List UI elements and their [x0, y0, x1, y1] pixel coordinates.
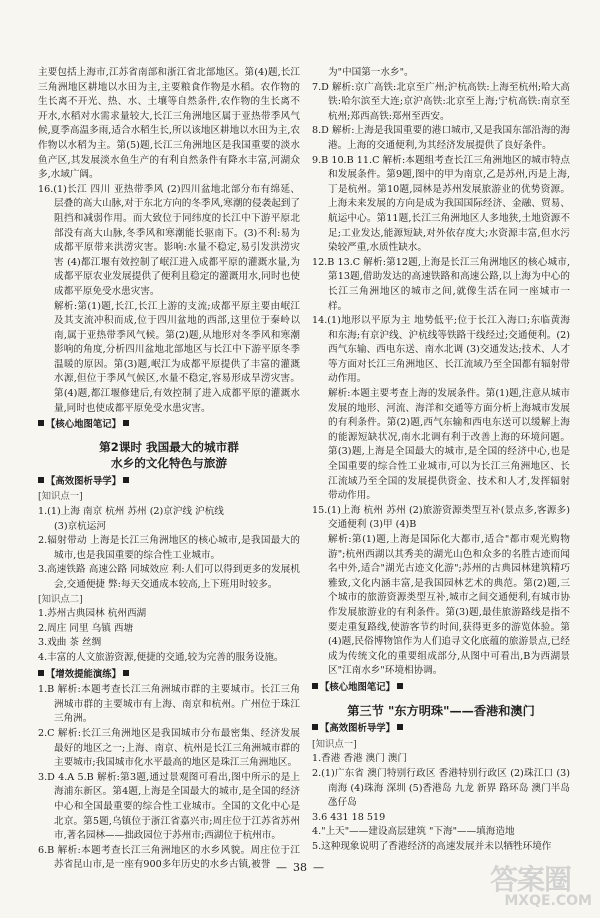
answer-2: 2.C 解析:长江三角洲地区是我国城市分布最密集、经济发展最好的地区之一;上海、南京、杭州是长江三角洲城市群的主要城市;我国城市化水平最高的地区是珠江三角洲地区。: [38, 727, 300, 769]
knowledge-point-1b: [知识点一]: [312, 738, 357, 750]
watermark-url: MXQE.COM: [504, 893, 592, 909]
answer-paragraph: 主要包括上海市,江苏省南部和浙江省北部地区。第(4)题,长江三角洲地区耕地以水田为主,主要粮食作物是水稻。农作物的生长离不开光、热、水、土壤等自然条件,农作物的生长离不开水,水稻对水需求量较大,长江三角洲地区属于亚热带季风气候,夏季高温多雨,适合水稻生长,所以该地区耕地以水田为主,农作物以水稻为主。第(5)题,长江三角洲地区是我国重要的淡水鱼产区,其发展淡水鱼生产的有利自然条件有降水丰富,河湖众多,水域广阔。: [38, 67, 300, 181]
analysis-15: 解析:第(1)题,上海是国际化大都市,适合"都市观光购物游";杭州西湖以其秀美的湖光山色和众多的名胜古迹而闻名中外,适合"湖光古迹文化游";苏州的古典园林建筑精巧雅致,文化内涵丰富,是我国园林艺术的典范。第(2)题,三个城市的旅游资源类型互补,城市之间交通便利,有城市协作发展旅游业的有利条件。第(3)题,最佳旅游路线是指不要走重复路线,使游客节约时间,获得更多的游览体验。第(4)题,民俗博物馆作为人们追寻文化底蕴的旅游景点,已经成为传统文化的重要组成部分,从图中可看出,B为西湖景区"江南水乡"环境相协调。: [328, 534, 570, 677]
knowledge-point-2: [知识点二]: [38, 593, 83, 605]
hk-item-3: 3.6 431 18 519: [312, 811, 386, 823]
analysis-q16: 解析:第(1)题,长江,长江上游的支流;成都平原主要由岷江及其支流冲积而成,位于四川盆地的西部,这里位于秦岭以南,属于亚热带季风气候。第(2)题,从地形对冬季风和寒潮影响的角度,分析四川盆地北部地区与长江中下游平原冬季温暖的原因。第(3)题,岷江为成都平原提供了丰富的灌溉水源,但位于季风气候区,水量不稳定,容易形成旱涝灾害。第(4)题,都江堰修建后,有效控制了进入成都平原的灌溉水量,同时也使成都平原免受水患灾害。: [54, 300, 300, 414]
guide-heading-2: 【高效图析导学】: [312, 722, 570, 737]
kp1-item-1b: (3)京杭运河: [54, 520, 106, 532]
kp1-item-2: 2.辐射带动 上海是长江三角洲地区的核心城市,是我国最大的城市,也是我国重要的综合性工业城市。: [38, 535, 300, 561]
watermark-text: 答案圈: [490, 863, 572, 896]
answer-9-11: 9.B 10.B 11.C 解析:本题组考查长江三角洲地区的城市特点和发展条件。第9题,图中的甲为南京,乙是苏州,丙是上海,丁是杭州。第10题,园林是苏州发展旅游业的优势资源。上海未来发展的方向是成为我国国际经济、金融、贸易、航运中心。第11题,长江三角洲地区人多地狭,土地资源不足;工业发达,能源短缺,对外依存度大;水资源丰富,但水污染较严重,水质性缺水。: [312, 154, 570, 254]
answer-1: 1.B 解析:本题考查长江三角洲城市群的主要城市。长江三角洲城市群的主要城市有上海、南京和杭州。广州位于珠江三角洲。: [38, 684, 300, 725]
answer-7: 7.D 解析:京广高铁:北京至广州;沪杭高铁:上海至杭州;哈大高铁:哈尔滨至大连;京沪高铁:北京至上海;宁杭高铁:南京至杭州;郑西高铁:郑州至西安。: [312, 81, 570, 122]
kp1-item-1: 1.(1)上海 南京 杭州 苏州 (2)京沪线 沪杭线: [38, 506, 224, 518]
knowledge-point-1: [知识点一]: [38, 491, 83, 503]
answer-6-cont: 为"中国第一水乡"。: [328, 67, 414, 78]
answer-q16: 16.(1)长江 四川 亚热带季风 (2)四川盆地北部分布有绵延、层叠的高大山脉,对于东北方向的冬季风,寒潮的侵袭起到了阻挡和减弱作用。而大致位于同纬度的长江中下游平原北部没有高大山脉,冬季风和寒潮能长驱南下。(3)不利:易为成都平原带来洪涝灾害。影响:水量不稳定,易引发洪涝灾害 (4)都江堰有效控制了岷江进入成都平原的灌溉水量,为成都平原农业发展提供了便利且稳定的灌溉用水,同时也使成都平原免受水患灾害。: [38, 183, 300, 297]
analysis-14: 解析:本题主要考查上海的发展条件。第(1)题,注意从城市发展的地形、河流、海洋和交通等方面分析上海城市发展的有利条件。第(2)题,西气东输和西电东送可以缓解上海的能源短缺状况,南水北调有利于改善上海的环境问题。第(3)题,上海是全国最大的城市,是全国的经济中心,也是全国重要的综合性工业城市,可以为长江三角洲地区、长江流域乃至全国的发展提供资金、技术和人才,发挥辐射带动作用。: [328, 388, 570, 502]
answer-8: 8.D 解析:上海是我国重要的港口城市,又是我国东部沿海的海港。上海的交通便利,为其经济发展提供了良好条件。: [312, 125, 570, 151]
hk-item-1: 1.香港 香港 澳门 澳门: [312, 753, 408, 765]
answer-3: 3.D 4.A 5.B 解析:第3题,通过景观图可看出,图中所示的是上海浦东新区。第4题,上海是全国最大的城市,是全国的经济中心和全国最重要的综合性工业城市。全国的文化中心是北京。第5题,乌镇位于浙江省嘉兴市;周庄位于江苏省苏州市,著名园林——拙政园位于苏州市;西湖位于杭州市。: [38, 771, 300, 842]
answer-6: 6.B 解析:本题考查长江三角洲地区的水乡风貌。周庄位于江苏省昆山市,是一座有900多年历史的水乡古镇,被誉: [38, 844, 300, 871]
hk-item-2: 2.(1)广东省 澳门特别行政区 香港特别行政区 (2)珠江口 (3)南海 (4)珠海 深圳 (5)香港岛 九龙 新界 路环岛 澳门半岛 氹仔岛: [312, 767, 570, 809]
practice-heading: 【增效提能演练】: [38, 668, 300, 683]
section-title: 第三节 "东方明珠"——香港和澳门: [347, 703, 535, 718]
left-column: [38, 66, 300, 873]
answer-12-13: 12.B 13.C 解析:第12题,上海是长江三角洲地区的核心城市,第13题,借助发达的高速铁路和高速公路,以上海为中心的长江三角洲地区的城市之间,就像生活在同一座城市一样。: [312, 256, 570, 312]
lesson-title-line1: 第2课时 我国最大的城市群: [99, 439, 239, 454]
core-map-notes-heading-2: 【核心地图笔记】: [312, 681, 570, 696]
page-number: — 38 —: [0, 861, 600, 874]
kp1-item-3: 3.高速铁路 高速公路 同城效应 利:人们可以得到更多的发展机会,交通便捷 弊:每天交通成本较高,上下班用时较多。: [38, 564, 300, 590]
hk-item-4: 4."上天"——建设高层建筑 "下海"——填海造地: [312, 826, 515, 838]
answer-14: 14.(1)地形以平原为主 地势低平;位于长江入海口;东临黄海和东海;有京沪线、沪杭线等铁路干线经过;交通便利。(2)西气东输、西电东送、南水北调 (3)交通发达;技术、人才等方面对长江三角洲地区、长江流域乃至全国都有辐射带动作用。: [312, 315, 570, 385]
kp2-item-4: 4.丰富的人文旅游资源,便捷的交通,较为完善的服务设施。: [38, 651, 284, 663]
watermark-logo: [490, 863, 598, 914]
kp2-item-1: 1.苏州古典园林 杭州西湖: [38, 608, 147, 620]
answer-15: 15.(1)上海 杭州 苏州 (2)旅游资源类型互补(景点多,客源多) 交通便利 (3)甲 (4)B: [312, 504, 570, 531]
lesson-title: [38, 439, 300, 471]
lesson-title-line2: 水乡的文化特色与旅游: [111, 455, 227, 470]
kp2-item-3: 3.戏曲 茶 丝绸: [38, 637, 102, 649]
hk-item-5: 5.这种现象说明了香港经济的高速发展并未以牺牲环境作: [312, 840, 552, 852]
kp2-item-2: 2.周庄 同里 乌镇 西塘: [38, 622, 134, 634]
right-column: [312, 66, 570, 854]
guide-heading: 【高效图析导学】: [38, 475, 300, 490]
core-map-notes-heading: 【核心地图笔记】: [38, 418, 300, 433]
